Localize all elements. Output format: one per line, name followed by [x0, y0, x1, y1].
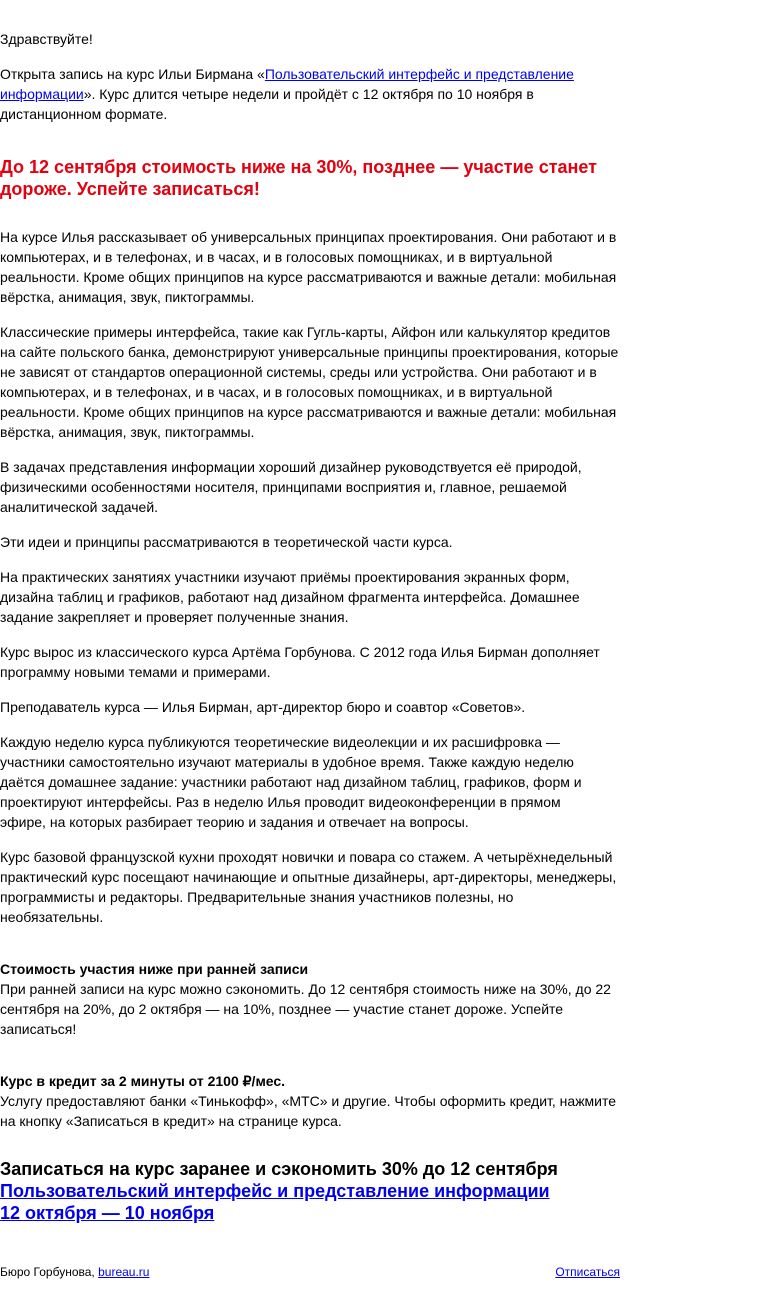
cta-title: Записаться на курс заранее и сэкономить 30% до 12 сентября — [0, 1159, 558, 1179]
cta-course-line — [0, 1180, 620, 1202]
site-link[interactable]: bureau.ru — [98, 1265, 150, 1279]
footer-org: Бюро Горбунова, — [0, 1265, 99, 1279]
intro-text-before: Открыта запись на курс Ильи Бирмана « — [0, 66, 265, 82]
paragraph-principles: На курсе Илья рассказывает об универсальных принципах проектирования. Они работают и в компьютерах, и в телефонах, и в часах, и в голосовых помощниках, и в виртуальной реальности. Кроме общих принципов на курсе рассматриваются и важные детали: мобильная вёрстка, анимация, звук, пиктограммы. — [0, 229, 617, 305]
early-text: При ранней записи на курс можно сэкономить. До 12 сентября стоимость ниже на 30%, до 22 сентября на 20%, до 2 октября — на 10%, позднее — участие станет дороже. Успейте записаться! — [0, 981, 611, 1037]
footer — [0, 1264, 620, 1280]
paragraph-information: В задачах представления информации хороший дизайнер руководствуется её природой, физическими особенностями носителя, принципами восприятия и, главное, решаемой аналитической задачей. — [0, 459, 582, 515]
unsubscribe-link[interactable]: Отписаться — [555, 1265, 620, 1279]
early-title: Стоимость участия ниже при ранней записи — [0, 961, 309, 977]
cta-dates-link[interactable]: 12 октября — 10 ноября — [0, 1203, 215, 1223]
intro-text-after: ». Курс длится четыре недели и пройдёт с 12 октября по 10 ноября в дистанционном формате. — [0, 86, 534, 122]
paragraph-theory: Эти идеи и принципы рассматриваются в теоретической части курса. — [0, 534, 453, 550]
greeting: Здравствуйте! — [0, 31, 93, 47]
paragraph-teacher: Преподаватель курса — Илья Бирман, арт-директор бюро и соавтор «Советов». — [0, 699, 526, 715]
cta-course-link[interactable]: Пользовательский интерфейс и представление информации — [0, 1181, 550, 1201]
paragraph-format: Каждую неделю курса публикуются теоретические видеолекции и их расшифровка — участники самостоятельно изучают материалы в удобное время. Также каждую неделю даётся домашнее задание: участники работают над дизайном таблиц, графиков, форм и проектируют интерфейсы. Раз в неделю Илья проводит видеоконференции в прямом эфире, на которых разбирает теорию и задания и отвечает на вопросы. — [0, 734, 582, 830]
credit-title: Курс в кредит за 2 минуты от 2100 ₽/мес. — [0, 1073, 286, 1089]
course-link[interactable]: Пользовательский интерфейс и представление информации — [0, 66, 574, 102]
credit-text: Услугу предоставляют банки «Тинькофф», «МТС» и другие. Чтобы оформить кредит, нажмите на кнопку «Записаться в кредит» на странице курса. — [0, 1093, 617, 1129]
promo-heading: До 12 сентября стоимость ниже на 30%, позднее — участие станет дороже. Успейте записаться! — [0, 157, 597, 199]
intro-paragraph — [0, 64, 590, 124]
paragraph-history: Курс вырос из классического курса Артёма Горбунова. С 2012 года Илья Бирман дополняет программу новыми темами и примерами. — [0, 644, 600, 680]
paragraph-audience: Курс базовой французской кухни проходят новички и повара со стажем. А четырёхнедельный практический курс посещают начинающие и опытные дизайнеры, арт-директоры, менеджеры, программисты и редакторы. Предварительные знания участников полезны, но необязательны. — [0, 849, 617, 925]
paragraph-practice: На практических занятиях участники изучают приёмы проектирования экранных форм, дизайна таблиц и графиков, работают над дизайном фрагмента интерфейса. Домашнее задание закрепляет и проверяет полученные знания. — [0, 569, 580, 625]
cta-dates-line — [0, 1202, 620, 1224]
paragraph-examples: Классические примеры интерфейса, такие как Гугль-карты, Айфон или калькулятор кредитов на сайте польского банка, демонстрируют универсальные принципы проектирования, которые не зависят от стандартов операционной системы, среды или устройства. Они работают и в компьютерах, и в телефонах, и в часах, и в голосовых помощниках, и в виртуальной реальности. Кроме общих принципов на курсе рассматриваются и важные детали: мобильная вёрстка, анимация, звук, пиктограммы. — [0, 324, 619, 440]
